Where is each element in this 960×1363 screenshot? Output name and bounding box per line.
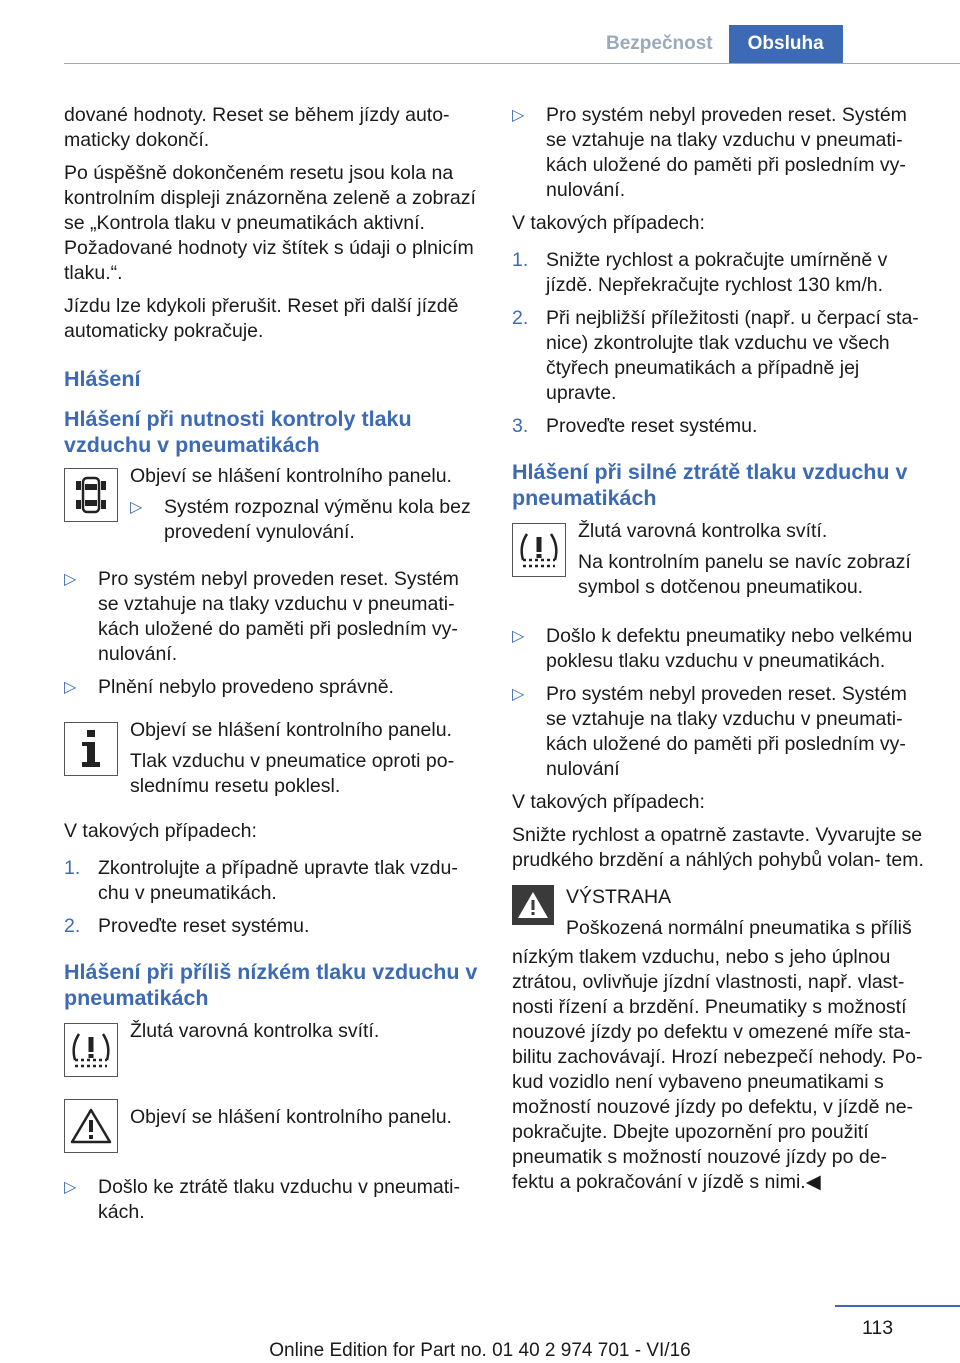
paragraph: dované hodnoty. Reset se během jízdy auto‐ maticky dokončí. [64, 104, 450, 151]
warning-title: VÝSTRAHA [566, 886, 672, 908]
warning-block [512, 885, 928, 941]
icon-row-warning [64, 1095, 480, 1153]
warning-text: nízkým tlakem vzduchu, nebo s jeho úplnou ztrátou, ovlivňuje jízdní vlastnosti, např. vlast‐ nosti řízení a brzdění. Pneumatiky s možností nouzové jízdy po defektu v omezené míře sta‐ bilitu zachovávají. Hrozí nebezpečí nehody. Po‐ kud vozidlo není vybaveno pneumatikami s možností nouzové jízdy po defektu, v jízdě ne‐ pokračujte. Dbejte upozornění pro použití pneumatik s možností nouzové jízdy po de‐ fektu a pokračování v jízdě s nimi.◀ [512, 946, 923, 1193]
car-tire-icon [64, 468, 118, 522]
left-column [64, 103, 480, 1233]
tire-pressure-warning-icon [512, 523, 566, 577]
paragraph: Po úspěšně dokončeném resetu jsou kola na kontrolním displeji znázorněna zeleně a zobrazí se „Kontrola tlaku v pneumatikách aktivní. Požadované hodnoty viz štítek s údaji o plnicím tlaku.“. [64, 162, 476, 284]
section-heading-kontroly: Hlášení při nutnosti kontroly tlaku vzduchu v pneumatikách [64, 407, 412, 457]
icon-text: Žlutá varovná kontrolka svítí. [578, 520, 828, 542]
icon-text: Objeví se hlášení kontrolního panelu. [130, 1106, 452, 1128]
item-text: Snižte rychlost a pokračujte umírněně v jízdě. Nepřekračujte rychlost 130 km/h. [546, 249, 888, 296]
info-icon [64, 722, 118, 776]
list-item: ▷ Pro systém nebyl proveden reset. Systém se vztahuje na tlaky vzduchu v pneumati‐ kách uložené do paměti při posledním vy‐ nulování [512, 682, 928, 782]
icon-text: Žlutá varovná kontrolka svítí. [130, 1020, 380, 1042]
paragraph: V takových případech: [512, 791, 705, 813]
numbered-item [512, 414, 928, 439]
section-heading-nizkem: Hlášení při příliš nízkém tlaku vzduchu v pneumatikách [64, 960, 478, 1010]
tire-pressure-warning-icon [64, 1023, 118, 1077]
icon-text: Objeví se hlášení kontrolního panelu. [130, 465, 452, 487]
icon-text: Tlak vzduchu v pneumatice oproti po‐ slednímu resetu poklesl. [130, 750, 455, 797]
item-text: Zkontrolujte a případně upravte tlak vzdu‐ chu v pneumatikách. [98, 857, 458, 904]
numbered-item [512, 248, 928, 298]
list-item: ▷ Došlo ke ztrátě tlaku vzduchu v pneumati‐ kách. [64, 1175, 480, 1225]
paragraph: Snižte rychlost a opatrně zastavte. Vyvarujte se prudkého brzdění a náhlých pohybů volan‐ tem. [512, 824, 924, 871]
numbered-item [64, 914, 480, 939]
list-item: ▷ Plnění nebylo provedeno správně. [64, 675, 480, 700]
icon-text: Objeví se hlášení kontrolního panelu. [130, 719, 452, 741]
paragraph: V takových případech: [512, 212, 705, 234]
header-divider [64, 63, 960, 64]
header-tabs [590, 25, 843, 63]
item-number: 1. [64, 857, 81, 879]
icon-row-tpms [64, 1019, 480, 1077]
tab-obsluha[interactable]: Obsluha [729, 25, 843, 63]
section-heading-silne: Hlášení při silné ztrátě tlaku vzduchu v pneumatikách [512, 460, 908, 510]
page-number: 113 [862, 1317, 894, 1339]
list-item: ▷ Pro systém nebyl proveden reset. Systém se vztahuje na tlaky vzduchu v pneumati‐ kách uložené do paměti při posledním vy‐ nulování. [512, 103, 928, 203]
footer-rule [835, 1305, 960, 1307]
item-text: Proveďte reset systému. [98, 915, 310, 937]
icon-row-info [64, 718, 480, 805]
section-heading-hlaseni: Hlášení [64, 367, 141, 391]
list-item: ▷ Systém rozpoznal výměnu kola bez provedení vynulování. [130, 495, 480, 545]
icon-row-tpms-severe [512, 519, 928, 606]
numbered-item [64, 856, 480, 906]
tab-bezpecnost[interactable]: Bezpečnost [606, 33, 713, 54]
numbered-item [512, 306, 928, 406]
item-number: 3. [512, 415, 529, 437]
warning-triangle-icon [64, 1099, 118, 1153]
icon-text: Na kontrolním panelu se navíc zobrazí symbol s dotčenou pneumatikou. [578, 551, 911, 598]
item-text: Při nejbližší příležitosti (např. u čerpací sta‐ nice) zkontrolujte tlak vzduchu ve všech čtyřech pneumatikách a případně jej upravte. [546, 307, 919, 404]
edition-footer: Online Edition for Part no. 01 40 2 974 701 - VI/16 [269, 1340, 691, 1361]
warning-triangle-icon [512, 885, 554, 925]
warning-text: Poškozená normální pneumatika s příliš [566, 917, 912, 939]
item-number: 2. [64, 915, 81, 937]
item-number: 1. [512, 249, 529, 271]
paragraph: Jízdu lze kdykoli přerušit. Reset při další jízdě automaticky pokračuje. [64, 295, 459, 342]
item-number: 2. [512, 307, 529, 329]
list-item: ▷ Pro systém nebyl proveden reset. Systém se vztahuje na tlaky vzduchu v pneumati‐ kách uložené do paměti při posledním vy‐ nulování. [64, 567, 480, 667]
icon-row-car [64, 464, 480, 553]
item-text: Proveďte reset systému. [546, 415, 758, 437]
list-item: ▷ Došlo k defektu pneumatiky nebo velkému poklesu tlaku vzduchu v pneumatikách. [512, 624, 928, 674]
paragraph: V takových případech: [64, 820, 257, 842]
right-column [512, 103, 928, 1203]
